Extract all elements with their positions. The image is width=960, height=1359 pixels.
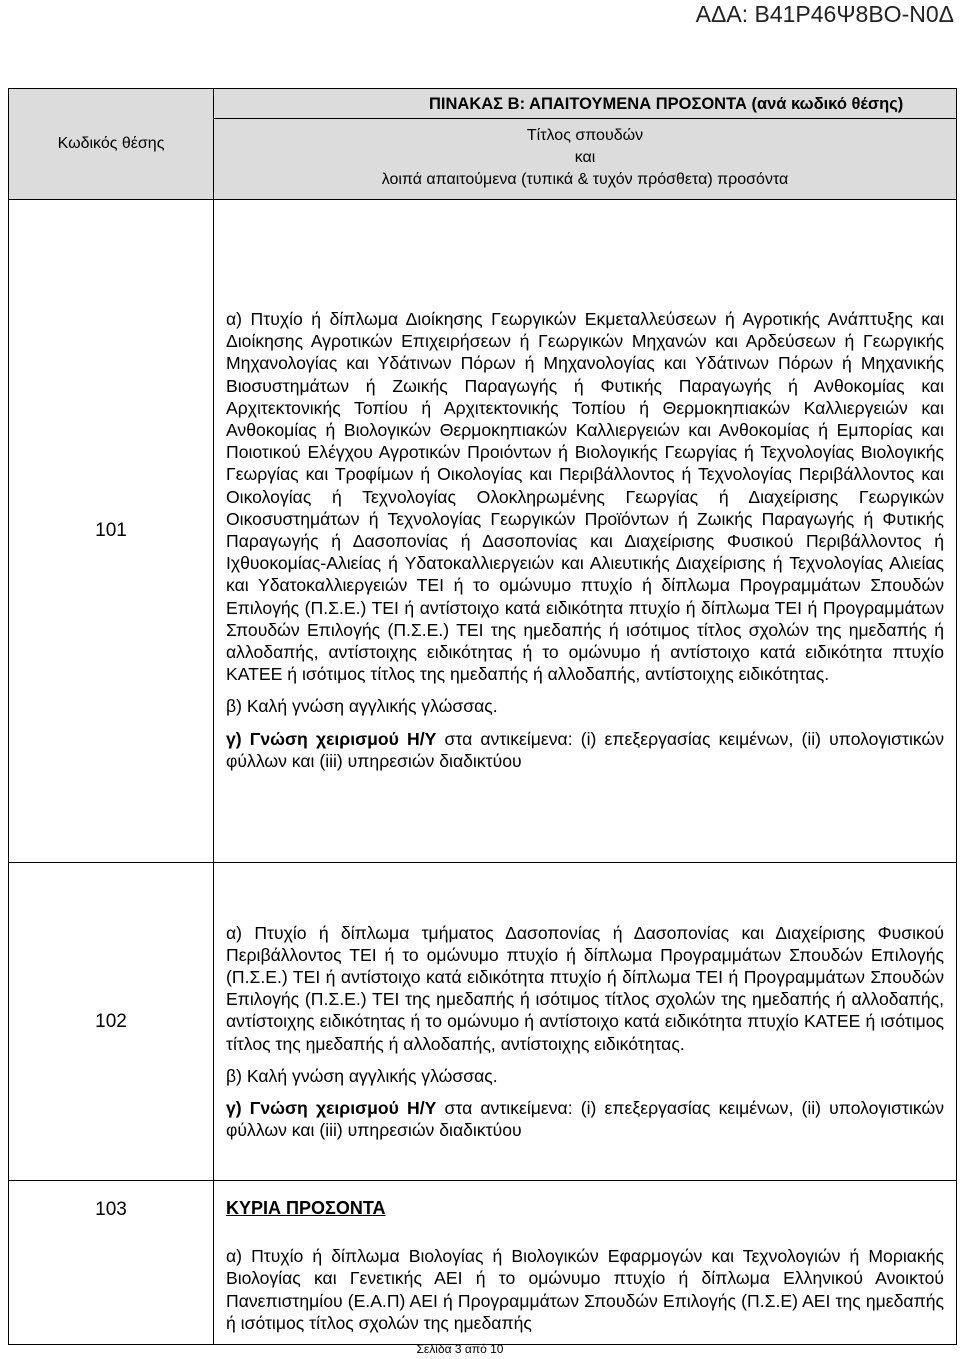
ada-code: ΑΔΑ: Β41Ρ46Ψ8ΒΟ-Ν0Δ	[695, 1, 954, 27]
col-header-line-1: Τίτλος σπουδών	[526, 127, 644, 144]
requirements-table	[8, 88, 957, 1345]
row-code	[9, 200, 214, 863]
table-title	[214, 89, 957, 119]
table-row	[9, 200, 957, 863]
page-footer	[0, 1342, 960, 1356]
col-header-line-2: και	[574, 149, 596, 166]
col-header-line-3: λοιπά απαιτούμενα (τυπικά & τυχόν πρόσθετα) προσόντα	[381, 171, 789, 188]
col-header-code	[9, 89, 214, 200]
requirement-b: β) Καλή γνώση αγγλικής γλώσσας.	[226, 1065, 498, 1086]
requirement-c	[226, 1097, 944, 1141]
table-title-row	[9, 89, 957, 119]
table-title-text: ΠΙΝΑΚΑΣ Β: ΑΠΑΙΤΟΥΜΕΝΑ ΠΡΟΣΟΝΤΑ (ανά κωδικό θέσης)	[429, 95, 904, 113]
page-number: Σελίδα 3 από 10	[416, 1342, 504, 1356]
row-code-text: 103	[95, 1199, 127, 1220]
requirement-a: α) Πτυχίο ή δίπλωμα Διοίκησης Γεωργικών Εκμεταλλεύσεων ή Αγροτικής Ανάπτυξης και Διοίκησης Αγροτικών Επιχειρήσεων ή Γεωργικών Μηχανών και Αρδεύσεων ή Γεωργικής Μηχανολογίας και Υδάτινων Πόρων ή Μηχανολογίας και Υδάτινων Πόρων ή Μηχανικής Βιοσυστημάτων ή Ζωικής Παραγωγής ή Φυτικής Παραγωγής ή Ανθοκομίας και Αρχιτεκτονικής Τοπίου ή Αρχιτεκτονικής Τοπίου ή Θερμοκηπιακών Καλλιεργειών και Ανθοκομίας ή Βιολογικών Θερμοκηπιακών Καλλιεργειών και Ανθοκομίας ή Εμπορίας και Ποιοτικού Ελέγχου Αγροτικών Προιόντων ή Βιολογικής Γεωργίας ή Τεχνολογίας Βιολογικής Γεωργίας και Τροφίμων ή Οικολογίας και Περιβάλλοντος ή Τεχνολογίας Περιβάλλοντος και Οικολογίας ή Τεχνολογίας Ολοκληρωμένης Γεωργίας ή Διαχείρισης Γεωργικών Οικοσυστημάτων ή Τεχνολογίας Γεωργικών Προϊόντων ή Ζωικής Παραγωγής ή Φυτικής Παραγωγής ή Δασοπονίας ή Δασοπονίας και Διαχείρισης Φυσικού Περιβάλλοντος ή Ιχθυοκομίας-Αλιείας ή Υδατοκαλλιεργειών και Αλιευτικής Διαχείρισης ή Τεχνολογίας Αλιείας και Υδατοκαλλιεργειών ΤΕΙ ή το ομώνυμο πτυχίο ή δίπλωμα Προγραμμάτων Σπουδών Επιλογής (Π.Σ.Ε.) ΤΕΙ ή αντίστοιχο κατά ειδικότητα πτυχίο ή δίπλωμα ΤΕΙ ή Προγραμμάτων Σπουδών Επιλογής (Π.Σ.Ε.) ΤΕΙ της ημεδαπής ή ισότιμος τίτλος σχολών της ημεδαπής ή αλλοδαπής, αντίστοιχης ειδικότητας ή το ομώνυμο ή αντίστοιχο κατά ειδικότητα πτυχίο ΚΑΤΕΕ ή ισότιμος τίτλος της ημεδαπής ή αλλοδαπής, αντίστοιχης ειδικότητας.	[226, 308, 944, 685]
row-content	[214, 200, 957, 863]
requirement-c-rest: στα αντικείμενα: (i) επεξεργασίας κειμένων, (ii) υπολογιστικών φύλλων και (iii) υπηρεσιών διαδικτύου	[226, 1098, 944, 1141]
row-code	[9, 863, 214, 1181]
row-code-text: 102	[95, 1010, 127, 1032]
row-code	[9, 1181, 214, 1345]
row-content	[214, 1181, 957, 1345]
requirement-c-bold: γ) Γνώση χειρισμού Η/Υ	[226, 728, 437, 749]
row-code-text: 101	[95, 520, 127, 541]
requirement-c-rest: στα αντικείμενα: (i) επεξεργασίας κειμένων, (ii) υπολογιστικών φύλλων και (iii) υπηρεσιών διαδικτύου	[226, 728, 944, 771]
col-header-code-text: Κωδικός θέσης	[57, 135, 165, 152]
requirement-a: α) Πτυχίο ή δίπλωμα Βιολογίας ή Βιολογικών Εφαρμογών και Τεχνολογιών ή Μοριακής Βιολογίας και Γενετικής ΑΕΙ ή το ομώνυμο πτυχίο ή δίπλωμα Ελληνικού Ανοικτού Πανεπιστημίου (Ε.Α.Π) ΑΕΙ ή Προγραμμάτων Σπουδών Επιλογής (Π.Σ.Ε) ΑΕΙ της ημεδαπής ή ισότιμος τίτλος σχολών της ημεδαπής	[226, 1246, 944, 1333]
main-qualifications-heading: ΚΥΡΙΑ ΠΡΟΣΟΝΤΑ	[226, 1198, 386, 1218]
requirement-a: α) Πτυχίο ή δίπλωμα τμήματος Δασοπονίας ή Δασοπονίας και Διαχείρισης Φυσικού Περιβάλλοντος ΤΕΙ ή το ομώνυμο πτυχίο ή δίπλωμα Προγραμμάτων Σπουδών Επιλογής (Π.Σ.Ε.) ΤΕΙ ή αντίστοιχο κατά ειδικότητα πτυχίο ή δίπλωμα ΤΕΙ ή Προγραμμάτων Σπουδών Επιλογής (Π.Σ.Ε.) ΤΕΙ της ημεδαπής ή ισότιμος τίτλος σχολών της ημεδαπής ή αλλοδαπής, αντίστοιχης ειδικότητας ή το ομώνυμο ή αντίστοιχο κατά ειδικότητα πτυχίο ΚΑΤΕΕ ή ισότιμος τίτλος της ημεδαπής ή αλλοδαπής, αντίστοιχης ειδικότητας.	[226, 922, 944, 1054]
table-row	[9, 863, 957, 1181]
col-header-title	[214, 119, 957, 200]
table-row	[9, 1181, 957, 1345]
requirement-c-bold: γ) Γνώση χειρισμού Η/Υ	[226, 1098, 437, 1118]
requirement-c	[226, 728, 944, 772]
row-content	[214, 863, 957, 1181]
requirement-b: β) Καλή γνώση αγγλικής γλώσσας.	[226, 696, 498, 717]
